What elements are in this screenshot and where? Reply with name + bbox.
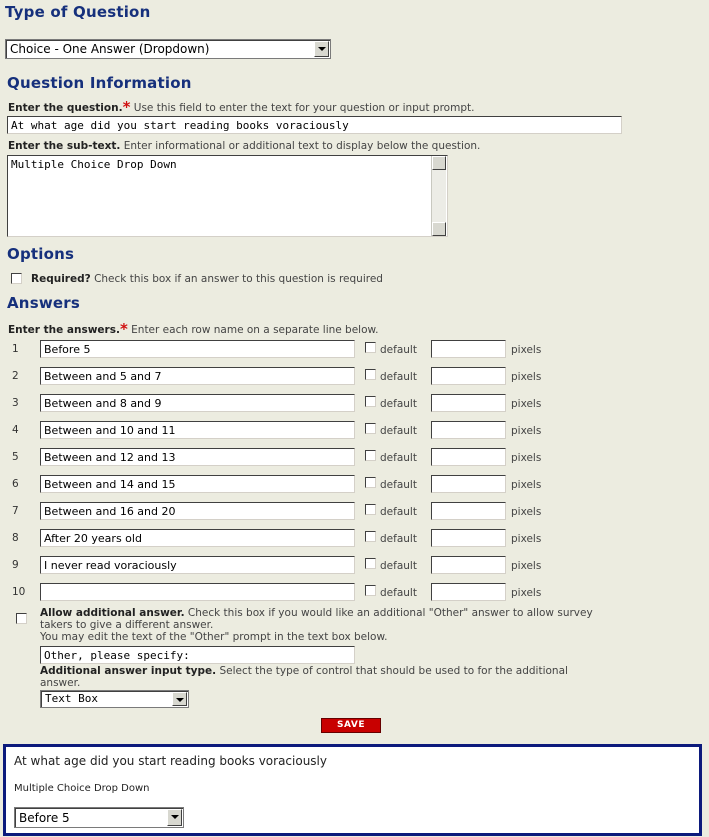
required-checkbox[interactable] (11, 273, 22, 284)
answer-input[interactable]: Between and 12 and 13 (40, 448, 355, 466)
answers-hint: Enter each row name on a separate line below. (131, 324, 379, 336)
other-prompt-input[interactable]: Other, please specify: (40, 646, 355, 664)
answer-row-number: 10 (12, 586, 26, 598)
default-label: default (380, 398, 417, 410)
subtext-value: Multiple Choice Drop Down (11, 158, 177, 171)
pixels-input[interactable] (431, 340, 506, 358)
pixels-input[interactable] (431, 583, 506, 601)
default-checkbox[interactable] (365, 450, 376, 461)
default-checkbox[interactable] (365, 396, 376, 407)
answer-row-number: 3 (12, 397, 19, 409)
default-checkbox[interactable] (365, 423, 376, 434)
answer-input[interactable]: Between and 5 and 7 (40, 367, 355, 385)
question-label: Enter the question. (8, 102, 123, 114)
preview-answer-select[interactable] (14, 807, 184, 828)
answer-input[interactable]: Between and 16 and 20 (40, 502, 355, 520)
answers-label: Enter the answers. (8, 324, 120, 336)
answer-row-number: 4 (12, 424, 19, 436)
additional-hint-1: Check this box if you would like an additional "Other" answer to allow survey (187, 607, 593, 619)
required-label-row (31, 273, 383, 285)
pixels-label: pixels (511, 371, 542, 383)
default-label: default (380, 506, 417, 518)
default-label: default (380, 533, 417, 545)
default-checkbox[interactable] (365, 585, 376, 596)
question-information-heading: Question Information (7, 74, 192, 92)
default-checkbox[interactable] (365, 504, 376, 515)
answer-input[interactable] (40, 583, 355, 601)
default-label: default (380, 479, 417, 491)
default-label: default (380, 452, 417, 464)
default-checkbox[interactable] (365, 531, 376, 542)
subtext-label-row (8, 140, 480, 152)
subtext-label: Enter the sub-text. (8, 140, 121, 152)
answer-input[interactable]: Before 5 (40, 340, 355, 358)
default-label: default (380, 344, 417, 356)
pixels-label: pixels (511, 398, 542, 410)
question-type-value: Choice - One Answer (Dropdown) (10, 42, 210, 56)
additional-type-value: Text Box (45, 692, 98, 705)
additional-type-select[interactable] (40, 690, 189, 708)
pixels-input[interactable] (431, 394, 506, 412)
answer-input[interactable]: After 20 years old (40, 529, 355, 547)
pixels-label: pixels (511, 344, 542, 356)
additional-type-text (40, 665, 620, 689)
answer-input[interactable]: Between and 8 and 9 (40, 394, 355, 412)
save-button[interactable]: SAVE (321, 718, 381, 733)
answer-row-number: 6 (12, 478, 19, 490)
required-star: * (122, 98, 131, 116)
pixels-label: pixels (511, 587, 542, 599)
preview-subtext: Multiple Choice Drop Down (14, 783, 150, 794)
scroll-up-icon[interactable] (432, 156, 446, 170)
pixels-input[interactable] (431, 502, 506, 520)
chevron-down-icon[interactable] (314, 41, 329, 57)
type-of-question-heading: Type of Question (5, 3, 151, 21)
default-label: default (380, 560, 417, 572)
scroll-down-icon[interactable] (432, 222, 446, 236)
default-label: default (380, 371, 417, 383)
default-checkbox[interactable] (365, 342, 376, 353)
pixels-label: pixels (511, 452, 542, 464)
question-type-select[interactable] (5, 39, 331, 59)
pixels-input[interactable] (431, 421, 506, 439)
default-checkbox[interactable] (365, 558, 376, 569)
pixels-label: pixels (511, 479, 542, 491)
additional-type-label: Additional answer input type. (40, 665, 217, 677)
pixels-input[interactable] (431, 529, 506, 547)
answer-input[interactable]: Between and 14 and 15 (40, 475, 355, 493)
answer-row-number: 7 (12, 505, 19, 517)
pixels-input[interactable] (431, 367, 506, 385)
answer-row-number: 8 (12, 532, 19, 544)
question-preview (3, 744, 702, 836)
pixels-label: pixels (511, 506, 542, 518)
question-label-row (8, 97, 474, 115)
required-star: * (119, 320, 128, 338)
additional-type-hint-2: answer. (40, 677, 81, 689)
required-label: Required? (31, 273, 91, 285)
additional-type-hint-1: Select the type of control that should be used to for the additional (219, 665, 568, 677)
additional-hint-3: You may edit the text of the "Other" prompt in the text box below. (40, 631, 388, 643)
additional-text (40, 607, 620, 643)
answer-row-number: 2 (12, 370, 19, 382)
default-label: default (380, 425, 417, 437)
default-checkbox[interactable] (365, 477, 376, 488)
pixels-label: pixels (511, 533, 542, 545)
answer-input[interactable]: Between and 10 and 11 (40, 421, 355, 439)
allow-additional-checkbox[interactable] (16, 613, 27, 624)
chevron-down-icon[interactable] (167, 809, 182, 826)
answer-input[interactable]: I never read voraciously (40, 556, 355, 574)
pixels-label: pixels (511, 425, 542, 437)
answer-row-number: 9 (12, 559, 19, 571)
question-hint: Use this field to enter the text for your question or input prompt. (133, 102, 475, 114)
pixels-label: pixels (511, 560, 542, 572)
preview-question: At what age did you start reading books voraciously (14, 754, 327, 768)
pixels-input[interactable] (431, 448, 506, 466)
answer-row-number: 1 (12, 343, 19, 355)
additional-hint-2: takers to give a different answer. (40, 619, 214, 631)
answers-label-row (8, 319, 379, 337)
pixels-input[interactable] (431, 556, 506, 574)
preview-answer-value: Before 5 (19, 811, 70, 825)
question-input[interactable]: At what age did you start reading books voraciously (7, 116, 622, 134)
default-checkbox[interactable] (365, 369, 376, 380)
additional-label: Allow additional answer. (40, 607, 185, 619)
pixels-input[interactable] (431, 475, 506, 493)
subtext-hint: Enter informational or additional text to display below the question. (123, 140, 481, 152)
answer-row-number: 5 (12, 451, 19, 463)
default-label: default (380, 587, 417, 599)
answers-heading: Answers (7, 294, 80, 312)
subtext-scrollbar[interactable] (431, 156, 446, 236)
subtext-textarea[interactable] (7, 155, 448, 237)
required-hint: Check this box if an answer to this question is required (94, 273, 383, 285)
chevron-down-icon[interactable] (172, 692, 187, 706)
options-heading: Options (7, 245, 75, 263)
